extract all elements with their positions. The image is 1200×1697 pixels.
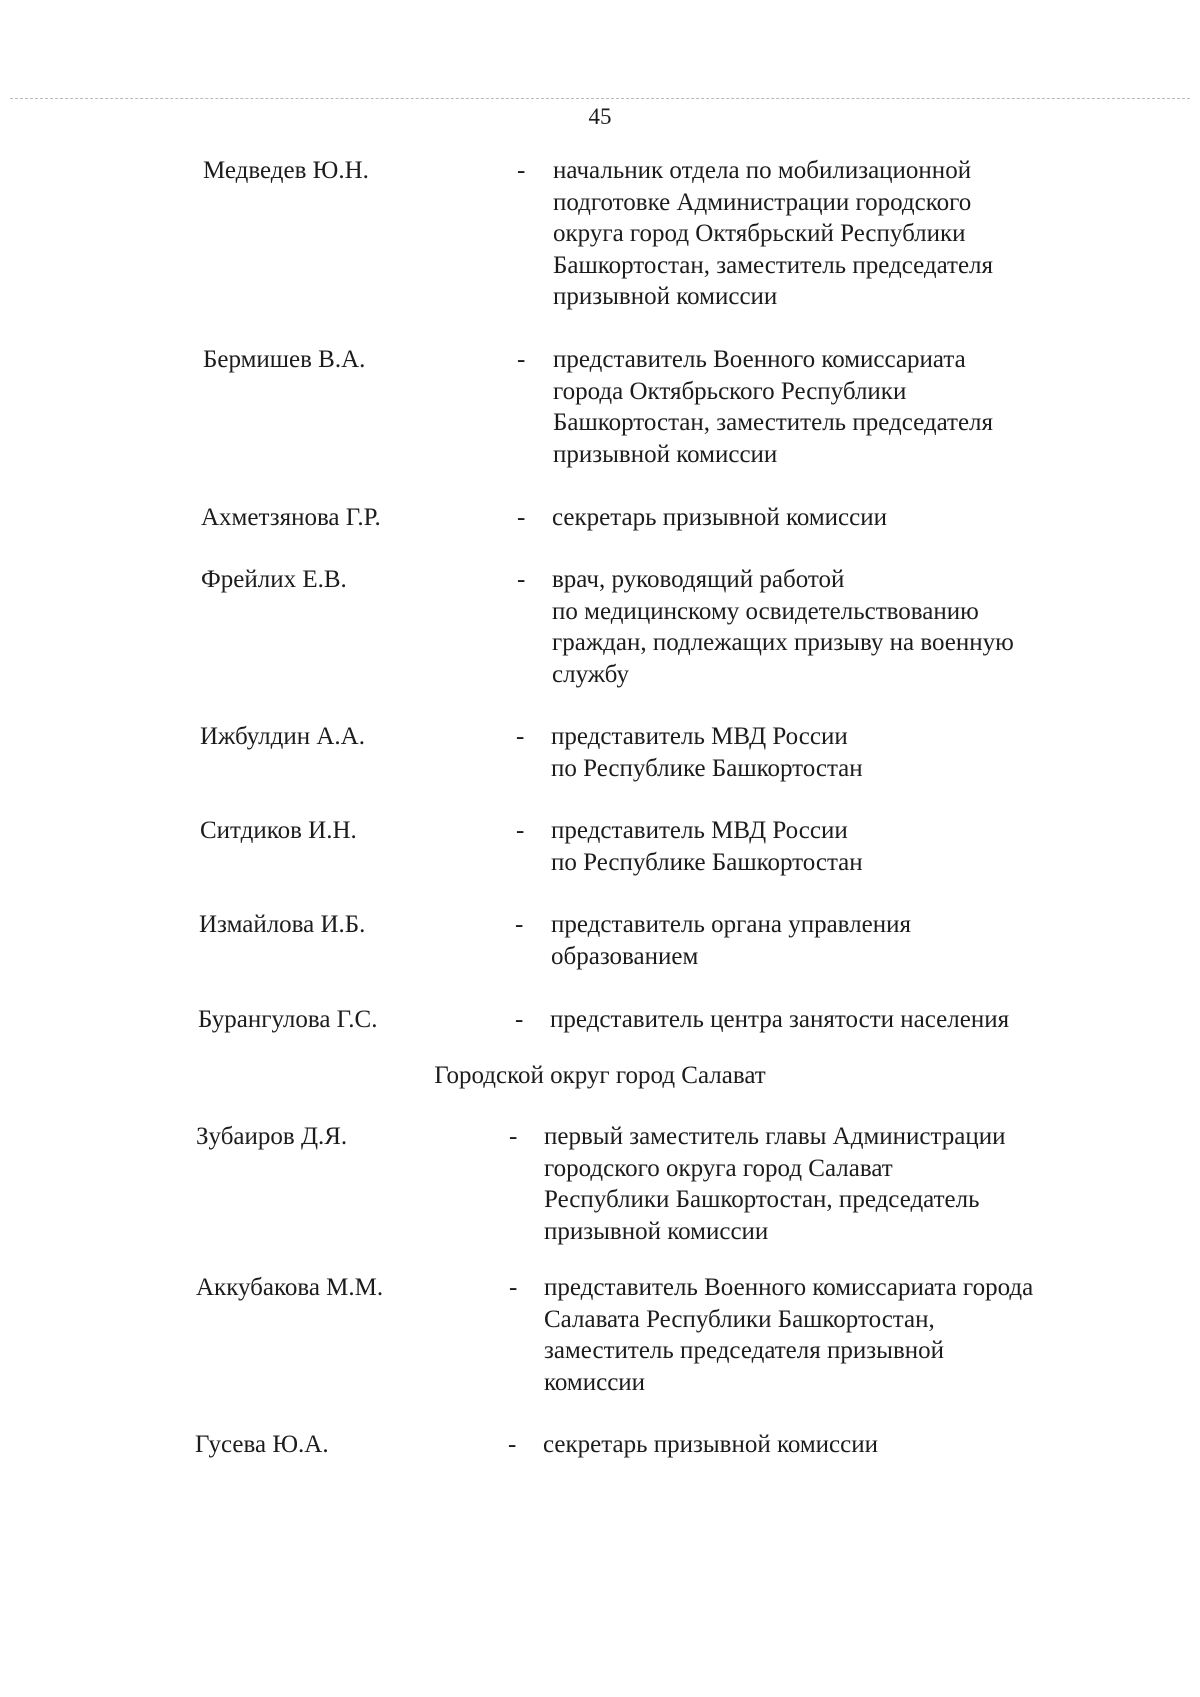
dash: - [509, 1123, 518, 1150]
role-line: призывной комиссии [544, 1217, 769, 1245]
role-line: по медицинскому освидетельствованию [552, 597, 979, 625]
member-role [552, 564, 1014, 690]
role-line: граждан, подлежащих призыву на военную [552, 629, 1014, 656]
member-role [553, 155, 993, 313]
dash: - [516, 817, 525, 844]
role-line: образованием [551, 942, 699, 970]
role-line: представитель Военного комиссариата города [544, 1274, 1034, 1301]
member-role [551, 815, 863, 878]
role-line: округа город Октябрьский Республики [553, 220, 966, 247]
dash: - [516, 723, 525, 750]
role-line: Республики Башкортостан, председатель [544, 1186, 980, 1213]
member-role [551, 909, 911, 972]
role-line: Башкортостан, заместитель председателя [553, 251, 994, 279]
member-name: Бермишев В.А. [203, 346, 366, 373]
dash: - [508, 1431, 517, 1458]
role-line: секретарь призывной комиссии [543, 1431, 879, 1458]
member-name: Ахметзянова Г.Р. [201, 504, 381, 531]
role-line: заместитель председателя призывной [544, 1337, 944, 1364]
role-line: представитель МВД России [551, 723, 848, 750]
member-name: Бурангулова Г.С. [198, 1006, 378, 1033]
role-line: по Республике Башкортостан [551, 754, 863, 782]
member-role [551, 721, 863, 784]
member-role [544, 1272, 1033, 1398]
member-name: Ижбулдин А.А. [200, 723, 365, 750]
dash: - [515, 911, 524, 938]
dash: - [515, 1006, 524, 1033]
role-line: представитель Военного комиссариата [553, 346, 966, 373]
role-line: городского округа город Салават [544, 1154, 893, 1182]
scan-edge-line [10, 98, 1190, 99]
member-role [550, 1004, 1009, 1036]
member-role [544, 1121, 1005, 1247]
member-name: Гусева Ю.А. [195, 1431, 329, 1458]
role-line: секретарь призывной комиссии [552, 504, 888, 531]
role-line: представитель МВД России [551, 817, 848, 844]
member-name: Зубаиров Д.Я. [196, 1123, 348, 1150]
member-name: Ситдиков И.Н. [200, 817, 357, 844]
dash: - [509, 1274, 518, 1301]
role-line: Башкортостан, заместитель председателя [553, 409, 994, 436]
section-heading: Городской округ город Салават [434, 1062, 766, 1089]
member-role [552, 502, 887, 534]
role-line: службу [552, 660, 629, 688]
member-role [553, 344, 993, 470]
member-name: Медведев Ю.Н. [203, 157, 369, 184]
dash: - [517, 157, 526, 184]
role-line: Салавата Республики Башкортостан, [544, 1305, 935, 1333]
role-line: первый заместитель главы Администрации [544, 1123, 1006, 1150]
member-name: Фрейлих Е.В. [201, 566, 347, 593]
dash: - [517, 504, 526, 531]
role-line: по Республике Башкортостан [551, 848, 863, 876]
member-name: Аккубакова М.М. [196, 1274, 384, 1301]
role-line: представитель органа управления [551, 911, 911, 938]
role-line: призывной комиссии [553, 283, 778, 310]
member-role [543, 1429, 878, 1461]
role-line: подготовке Администрации городского [553, 188, 972, 216]
member-name: Измайлова И.Б. [199, 911, 366, 938]
dash: - [517, 346, 526, 373]
dash: - [517, 566, 526, 593]
role-line: города Октябрьского Республики [553, 377, 907, 405]
role-line: представитель центра занятости населения [550, 1006, 1010, 1033]
role-line: комиссии [544, 1368, 646, 1396]
role-line: врач, руководящий работой [552, 566, 845, 593]
page-number: 45 [588, 104, 612, 129]
role-line: призывной комиссии [553, 440, 778, 468]
role-line: начальник отдела по мобилизационной [553, 157, 972, 184]
